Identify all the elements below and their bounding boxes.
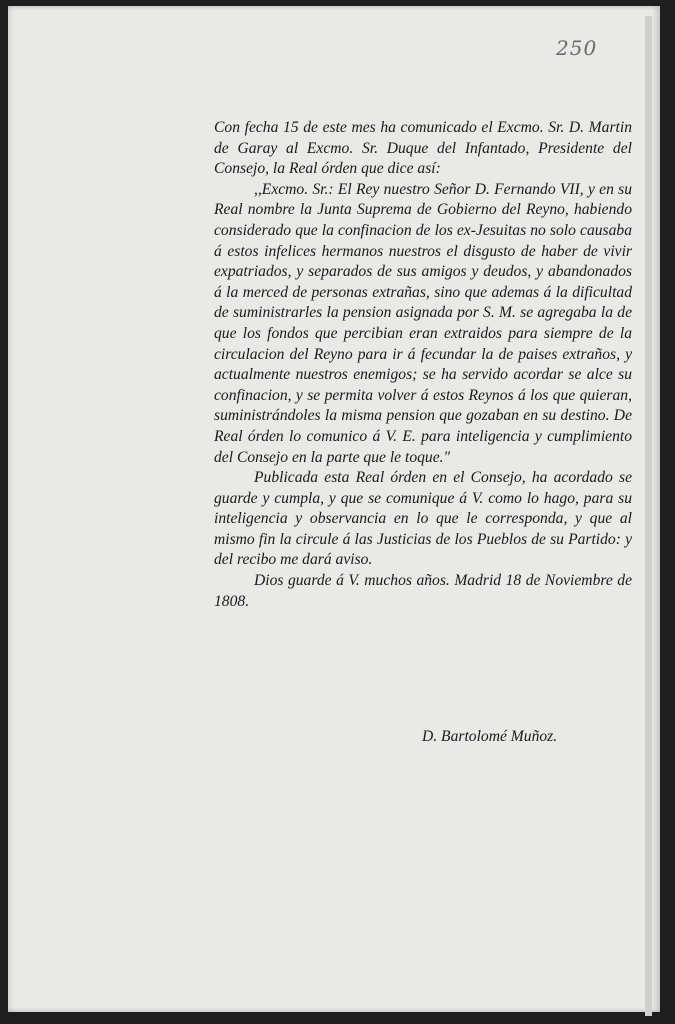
document-page xyxy=(8,6,660,1012)
document-body xyxy=(214,118,632,612)
intro-paragraph: Con fecha 15 de este mes ha comunicado el Excmo. Sr. D. Martin de Garay al Excmo. Sr. Duque del Infantado, Presidente del Consejo, la Real órden que dice así: xyxy=(214,119,632,178)
publication-paragraph: Publicada esta Real órden en el Consejo, ha acordado se guarde y cumpla, y que se comunique á V. como lo hago, para su inteligencia y observancia en lo que le corresponda, y que al mismo fin la circule á las Justicias de los Pueblos de su Partido: y del recibo me dará aviso. xyxy=(214,469,632,569)
closing-paragraph: Dios guarde á V. muchos años. Madrid 18 de Noviembre de 1808. xyxy=(214,572,632,610)
folio-number: 250 xyxy=(556,36,598,60)
royal-order-paragraph: ,,Excmo. Sr.: El Rey nuestro Señor D. Fernando VII, y en su Real nombre la Junta Suprema de Gobierno del Reyno, habiendo considerado que la confinacion de los ex-Jesuitas no solo causaba á estos infelices hermanos nuestros el disgusto de haber de vivir expatriados, y separados de sus amigos y deudos, y abandonados á la merced de personas extrañas, sino que ademas á la dificultad de suministrarles la pension asignada por S. M. se agregaba la de que los fondos que percibian eran extraidos para siempre de la circulacion del Reyno para ir á fecundar la de paises extraños, y actualmente nuestros enemigos; se ha servido acordar se alce su confinacion, y se permita volver á estos Reynos á los que quieran, suministrándoles la misma pension que gozaban en su destino. De Real órden lo comunico á V. E. para inteligencia y cumplimiento del Consejo en la parte que le toque." xyxy=(214,180,632,466)
page-edge xyxy=(645,16,652,1016)
signature: D. Bartolomé Muñoz. xyxy=(422,728,558,745)
